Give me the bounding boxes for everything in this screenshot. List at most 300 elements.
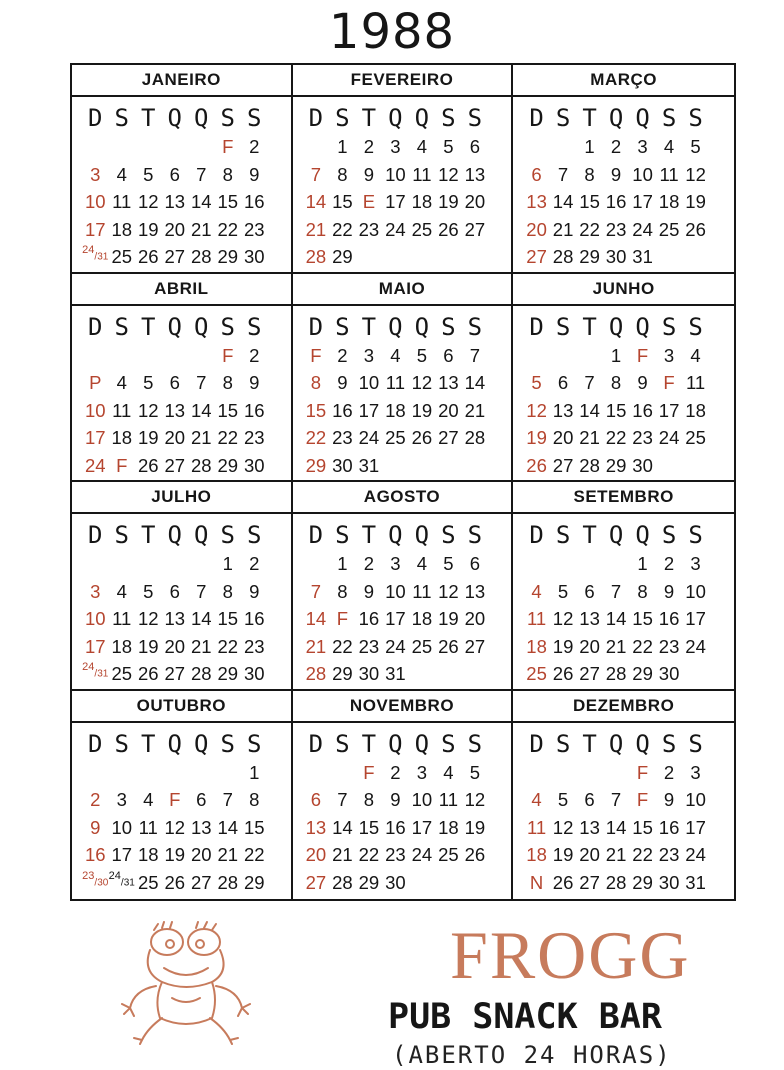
day-cell: 5 xyxy=(469,761,481,783)
weekday-label: S xyxy=(467,104,483,132)
day-cell: 15 xyxy=(632,816,653,838)
day-cell: 4 xyxy=(116,163,127,185)
weekday-label: Q xyxy=(167,729,182,758)
day-cell: 8 xyxy=(337,580,348,602)
week-row xyxy=(82,217,285,244)
week-row xyxy=(303,579,506,606)
month-name: JANEIRO xyxy=(72,65,291,97)
day-cell: 24 xyxy=(358,427,380,448)
weekday-label: T xyxy=(141,521,156,549)
weekday-label: S xyxy=(688,312,703,341)
week-row xyxy=(303,134,506,161)
day-cell xyxy=(188,551,215,578)
day-cell: 18 xyxy=(385,399,406,421)
holiday-day: 21 xyxy=(305,218,327,240)
day-cell: 3 xyxy=(663,344,675,366)
day-cell: 16 xyxy=(385,816,406,838)
day-cell: 26 xyxy=(438,635,459,657)
day-cell: 25 xyxy=(411,635,433,657)
weekday-label: S xyxy=(441,521,456,549)
weekday-label: T xyxy=(582,312,597,341)
day-cell: 24 xyxy=(385,218,406,240)
day-cell: 16 xyxy=(658,816,680,838)
day-cell: 11 xyxy=(112,399,132,421)
day-cell: 15 xyxy=(605,399,627,421)
week-row xyxy=(523,217,728,244)
holiday-day: 11 xyxy=(526,816,547,838)
month-name: FEVEREIRO xyxy=(293,65,512,97)
day-cell: 20 xyxy=(464,608,486,629)
day-cell: 3 xyxy=(416,761,428,783)
weekday-label: D xyxy=(88,104,103,132)
month-days xyxy=(303,103,506,271)
week-row xyxy=(82,370,285,397)
holiday-day: 10 xyxy=(84,191,106,212)
day-cell xyxy=(82,551,109,578)
day-cell: 27 xyxy=(579,871,600,893)
weekday-label: Q xyxy=(388,312,403,341)
weekday-label: Q xyxy=(635,521,650,549)
weekday-label: D xyxy=(88,729,103,758)
day-cell: 28 xyxy=(190,454,212,476)
day-cell: 28 xyxy=(217,871,239,893)
weekday-label: S xyxy=(335,729,350,758)
weekday-header xyxy=(523,520,728,550)
weekday-label: Q xyxy=(167,521,182,549)
week-row xyxy=(303,634,506,661)
weekday-label: D xyxy=(308,521,324,549)
day-cell: 11 xyxy=(438,789,459,810)
weekday-label: Q xyxy=(194,521,209,549)
weekday-header xyxy=(82,729,285,759)
day-cell: 11 xyxy=(412,163,432,185)
day-cell: 16 xyxy=(632,399,653,421)
day-cell: 29 xyxy=(358,871,380,893)
day-cell: 5 xyxy=(143,163,154,185)
day-cell: 11 xyxy=(112,608,132,629)
day-cell: 6 xyxy=(169,163,180,185)
weekday-label: S xyxy=(661,521,677,549)
weekday-label: S xyxy=(220,521,235,549)
day-cell: 16 xyxy=(332,399,353,421)
weekday-label: S xyxy=(247,729,262,758)
holiday-day: 12 xyxy=(526,399,547,421)
day-cell: 29 xyxy=(632,663,653,684)
day-cell: 20 xyxy=(464,191,486,212)
weekday-label: S xyxy=(555,729,571,758)
day-cell xyxy=(215,760,242,787)
day-cell: 12 xyxy=(137,608,159,629)
day-cell: 23 xyxy=(658,844,680,865)
weekday-label: S xyxy=(467,729,483,758)
day-cell: 27 xyxy=(464,218,486,240)
day-cell: 6 xyxy=(196,789,207,810)
day-cell: 3 xyxy=(390,136,401,157)
month-name: AGOSTO xyxy=(293,482,512,514)
weekday-label: S xyxy=(688,104,703,132)
week-row xyxy=(82,343,285,370)
day-cell: 18 xyxy=(438,816,459,838)
day-cell: 20 xyxy=(190,844,212,865)
day-cell: 15 xyxy=(358,816,380,838)
day-cell: 22 xyxy=(217,427,239,448)
holiday-day: 28 xyxy=(305,663,327,684)
day-cell xyxy=(462,661,489,688)
weekday-label: S xyxy=(688,729,703,758)
day-cell: 22 xyxy=(332,635,353,657)
day-cell xyxy=(409,870,436,897)
week-row xyxy=(303,425,506,452)
holiday-day: 11 xyxy=(526,608,547,629)
day-cell: 25 xyxy=(385,427,406,448)
day-cell: 9 xyxy=(249,372,260,393)
week-row xyxy=(523,842,728,869)
day-cell: 8 xyxy=(584,163,595,185)
month-name: OUTUBRO xyxy=(72,691,291,723)
weekday-label: T xyxy=(582,729,597,758)
day-cell: 16 xyxy=(658,608,680,629)
day-cell xyxy=(382,453,409,480)
day-cell: 14 xyxy=(464,372,486,393)
weekday-label: Q xyxy=(388,521,403,549)
holiday-day: $^{23}$/30 xyxy=(82,869,109,888)
holiday-day: 6 xyxy=(310,789,322,810)
holiday-day: F xyxy=(222,344,234,366)
day-cell: 11 xyxy=(112,191,132,212)
weekday-label: Q xyxy=(388,729,403,758)
week-row xyxy=(303,162,506,189)
day-cell: 20 xyxy=(438,399,459,421)
opening-hours: (ABERTO 24 HORAS) xyxy=(392,1041,672,1069)
holiday-day: 17 xyxy=(84,635,106,657)
week-row xyxy=(303,661,506,688)
day-cell: 10 xyxy=(632,163,653,185)
day-cell: 23 xyxy=(332,427,353,448)
week-row xyxy=(303,217,506,244)
day-cell: 7 xyxy=(222,789,233,810)
day-cell xyxy=(603,551,630,578)
day-cell xyxy=(135,134,162,161)
day-cell: 26 xyxy=(164,871,186,893)
holiday-day: 3 xyxy=(90,580,101,602)
weekday-label: D xyxy=(529,729,544,758)
weekday-label: Q xyxy=(414,104,430,132)
day-cell: 15 xyxy=(332,191,353,212)
day-cell: 12 xyxy=(438,163,459,185)
week-row xyxy=(523,343,728,370)
day-cell xyxy=(682,661,709,688)
weekday-header xyxy=(523,729,728,759)
day-cell: 26 xyxy=(552,871,574,893)
day-cell xyxy=(550,551,577,578)
week-row xyxy=(303,343,506,370)
day-cell: 17 xyxy=(411,816,433,838)
week-row xyxy=(82,551,285,578)
holiday-day: 13 xyxy=(526,191,547,212)
day-cell: 13 xyxy=(579,608,600,629)
day-cell xyxy=(435,870,462,897)
weekday-label: D xyxy=(529,104,544,132)
day-cell: 7 xyxy=(196,580,207,602)
holiday-day: 17 xyxy=(84,218,106,240)
day-cell: 19 xyxy=(552,635,574,657)
day-cell: 27 xyxy=(190,871,212,893)
month-maio xyxy=(293,274,514,483)
day-cell: 26 xyxy=(137,246,159,267)
day-cell xyxy=(109,343,136,370)
day-cell: 18 xyxy=(685,399,706,421)
weekday-label: T xyxy=(361,312,377,341)
weekday-label: T xyxy=(582,521,597,549)
day-cell: 7 xyxy=(584,372,595,393)
month-name: MAIO xyxy=(293,274,512,306)
day-cell xyxy=(462,453,489,480)
day-cell: 11 xyxy=(659,163,679,185)
holiday-day: 27 xyxy=(305,871,327,893)
day-cell: 8 xyxy=(363,789,375,810)
day-cell: 19 xyxy=(464,816,486,838)
day-cell xyxy=(135,760,162,787)
week-row xyxy=(523,453,728,480)
holiday-day: 19 xyxy=(526,427,547,448)
day-cell: 5 xyxy=(443,553,454,574)
month-outubro xyxy=(72,691,293,900)
day-cell xyxy=(576,551,603,578)
holiday-day: F xyxy=(636,761,649,783)
day-cell: 6 xyxy=(557,372,569,393)
day-cell: 21 xyxy=(332,844,353,865)
day-cell: 24 xyxy=(411,844,433,865)
holiday-day: 29 xyxy=(305,454,327,476)
day-cell: 3 xyxy=(690,761,701,783)
day-cell: 31 xyxy=(385,663,406,684)
weekday-label: S xyxy=(441,312,456,341)
day-cell: 25 xyxy=(111,663,133,684)
day-cell: 13 xyxy=(464,163,486,185)
day-cell: 31 xyxy=(358,454,380,476)
day-cell: 19 xyxy=(552,844,574,865)
month-agosto xyxy=(293,482,514,691)
day-cell: 28 xyxy=(605,663,627,684)
day-cell: 21 xyxy=(579,427,600,448)
day-cell: 21 xyxy=(464,399,486,421)
week-row xyxy=(523,870,728,897)
month-julho xyxy=(72,482,293,691)
weekday-label: S xyxy=(335,104,350,132)
weekday-label: T xyxy=(141,104,156,132)
day-cell xyxy=(656,244,683,271)
day-cell: 17 xyxy=(685,816,706,838)
day-cell: 6 xyxy=(443,344,454,366)
day-cell xyxy=(603,760,630,787)
holiday-day: 26 xyxy=(526,454,547,476)
week-row xyxy=(523,189,728,216)
day-cell xyxy=(356,244,383,271)
weekday-label: Q xyxy=(635,104,650,132)
month-days xyxy=(303,520,506,688)
week-row xyxy=(82,244,285,271)
day-cell: 19 xyxy=(438,191,459,212)
week-row xyxy=(82,842,285,869)
day-cell: 15 xyxy=(243,816,265,838)
day-cell: 28 xyxy=(605,871,627,893)
day-cell: 30 xyxy=(243,246,265,267)
day-cell: 22 xyxy=(632,844,653,865)
day-cell: 27 xyxy=(552,454,574,476)
day-cell: 28 xyxy=(332,871,353,893)
week-row xyxy=(523,551,728,578)
weekday-label: D xyxy=(88,521,103,549)
day-cell xyxy=(188,134,215,161)
day-cell: 24 xyxy=(658,427,680,448)
holiday-day: 9 xyxy=(90,816,101,838)
day-cell: 27 xyxy=(579,663,600,684)
day-cell: 22 xyxy=(579,218,600,240)
day-cell: 8 xyxy=(222,580,233,602)
holiday-day: N xyxy=(529,871,544,893)
day-cell: 12 xyxy=(411,372,433,393)
week-row xyxy=(523,634,728,661)
day-cell: 28 xyxy=(190,663,212,684)
weekday-label: D xyxy=(88,312,103,341)
day-cell: 26 xyxy=(411,427,433,448)
weekday-label: Q xyxy=(414,521,430,549)
day-cell: 8 xyxy=(337,163,348,185)
day-cell: $^{24}$/31 xyxy=(108,869,135,888)
day-cell: 21 xyxy=(217,844,239,865)
weekday-header xyxy=(303,520,506,550)
day-cell xyxy=(435,244,462,271)
day-cell: 10 xyxy=(111,816,133,838)
month-days xyxy=(523,312,728,480)
day-cell: 9 xyxy=(337,372,348,393)
day-cell xyxy=(462,244,489,271)
holiday-day: 6 xyxy=(531,163,542,185)
weekday-label: S xyxy=(688,521,703,549)
holiday-day: F xyxy=(636,789,649,810)
day-cell: 30 xyxy=(243,454,265,476)
day-cell: 12 xyxy=(552,608,574,629)
day-cell: 17 xyxy=(358,399,380,421)
day-cell: 11 xyxy=(138,816,158,838)
day-cell: 27 xyxy=(464,635,486,657)
week-row xyxy=(523,579,728,606)
weekday-header xyxy=(303,312,506,342)
day-cell: 30 xyxy=(658,663,680,684)
day-cell: 25 xyxy=(111,246,133,267)
day-cell: 29 xyxy=(579,246,600,267)
month-days xyxy=(82,729,285,897)
holiday-day: 18 xyxy=(526,635,547,657)
holiday-day: $^{24}$/31 xyxy=(82,661,109,680)
week-row xyxy=(523,760,728,787)
day-cell: 17 xyxy=(658,399,680,421)
day-cell: 25 xyxy=(438,844,459,865)
day-cell: 21 xyxy=(190,635,212,657)
holiday-day: 24 xyxy=(84,454,106,476)
holiday-day: 14 xyxy=(305,608,327,629)
day-cell: 7 xyxy=(610,580,622,602)
day-cell: 19 xyxy=(137,218,159,240)
weekday-label: S xyxy=(220,104,235,132)
month-name: DEZEMBRO xyxy=(513,691,734,723)
holiday-day: 27 xyxy=(526,246,547,267)
week-row xyxy=(82,162,285,189)
day-cell: 26 xyxy=(137,454,159,476)
day-cell xyxy=(435,453,462,480)
day-cell: 1 xyxy=(222,553,233,574)
day-cell: 22 xyxy=(605,427,627,448)
day-cell: 23 xyxy=(605,218,627,240)
day-cell: 11 xyxy=(412,580,432,602)
weekday-label: T xyxy=(141,312,156,341)
day-cell: 1 xyxy=(337,553,348,574)
month-name: MARÇO xyxy=(513,65,734,97)
day-cell: 26 xyxy=(464,844,486,865)
day-cell: 12 xyxy=(552,816,574,838)
weekday-label: Q xyxy=(414,729,430,758)
week-row xyxy=(82,815,285,842)
day-cell xyxy=(162,343,189,370)
weekday-label: Q xyxy=(167,104,182,132)
month-março xyxy=(513,65,734,274)
day-cell xyxy=(135,343,162,370)
day-cell: 4 xyxy=(390,344,401,366)
holiday-day: 10 xyxy=(84,608,106,629)
day-cell: 5 xyxy=(557,789,569,810)
weekday-label: Q xyxy=(608,104,624,132)
brand-subtitle: PUB SNACK BAR xyxy=(388,997,662,1037)
weekday-label: Q xyxy=(194,729,209,758)
day-cell: 18 xyxy=(411,191,433,212)
week-row xyxy=(303,870,506,897)
day-cell: 28 xyxy=(552,246,574,267)
day-cell: 14 xyxy=(552,191,574,212)
weekday-header xyxy=(303,729,506,759)
day-cell: 6 xyxy=(169,580,180,602)
day-cell: 27 xyxy=(164,663,186,684)
week-row xyxy=(303,453,506,480)
day-cell: 30 xyxy=(385,871,406,893)
day-cell: 9 xyxy=(390,789,401,810)
weekday-label: Q xyxy=(414,312,430,341)
day-cell: 13 xyxy=(579,816,600,838)
day-cell: 19 xyxy=(438,608,459,629)
day-cell: 3 xyxy=(390,553,401,574)
day-cell: 16 xyxy=(605,191,627,212)
day-cell xyxy=(303,551,330,578)
weekday-label: S xyxy=(247,521,262,549)
day-cell: 14 xyxy=(190,399,212,421)
week-row xyxy=(523,787,728,814)
day-cell: 23 xyxy=(358,218,380,240)
holiday-day: 28 xyxy=(305,246,327,267)
day-cell: 22 xyxy=(217,218,239,240)
day-cell: 9 xyxy=(249,163,260,185)
holiday-day: P xyxy=(89,372,102,393)
day-cell: 26 xyxy=(552,663,574,684)
brand-name: FROGG xyxy=(450,917,691,993)
day-cell: 17 xyxy=(632,191,653,212)
weekday-header xyxy=(82,520,285,550)
day-cell: 16 xyxy=(243,399,265,421)
holiday-day: 21 xyxy=(305,635,327,657)
day-cell: 18 xyxy=(111,427,133,448)
day-cell: 23 xyxy=(243,427,265,448)
day-cell: 29 xyxy=(217,663,239,684)
week-row xyxy=(82,661,285,688)
weekday-label: S xyxy=(467,312,483,341)
